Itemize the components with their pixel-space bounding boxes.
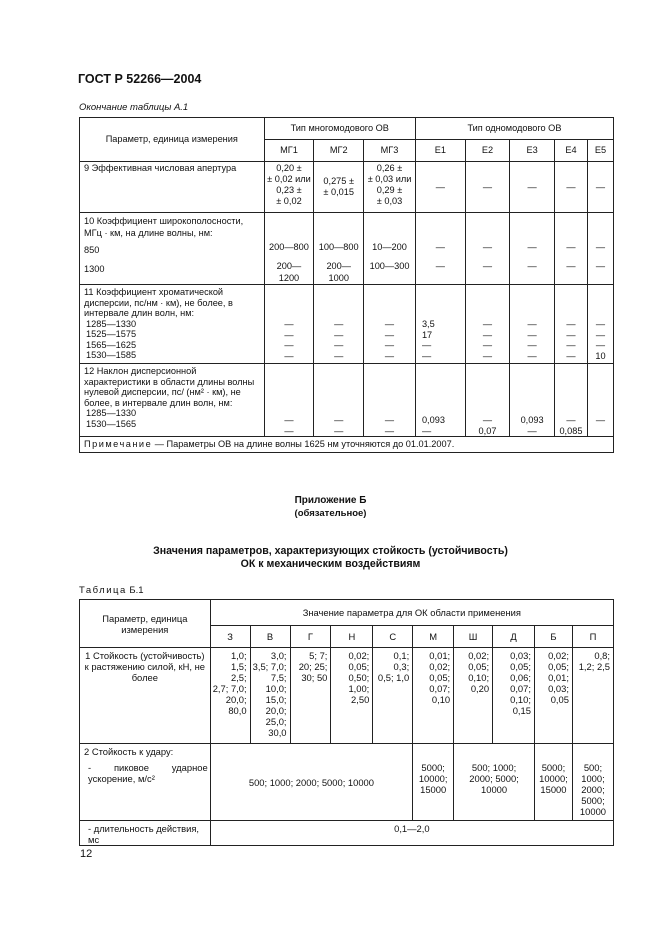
- a1-row12-e1: 0,093 —: [415, 364, 465, 437]
- b1-col-header: Б: [534, 626, 572, 648]
- b1-row1-value: 0,8; 1,2; 2,5: [572, 648, 613, 744]
- b1-row2-dur-value: 0,1—2,0: [210, 821, 613, 846]
- a1-row10-e1: [415, 213, 465, 285]
- a1-row9-e5: —: [588, 162, 614, 213]
- b1-values-header: Значение параметра для ОК области применения: [210, 600, 613, 626]
- table-a1: [79, 117, 614, 453]
- a1-row10-wl: 850: [84, 245, 100, 255]
- value: 10—200: [372, 242, 407, 252]
- a1-row11-e1: 3,5 17 — —: [415, 285, 465, 364]
- b1-row1-value: 0,02; 0,05; 0,50; 1,00; 2,50: [331, 648, 373, 744]
- a1-row11-mg3: — — — —: [364, 285, 416, 364]
- a1-row9-e3: —: [510, 162, 555, 213]
- a1-col-header: МГ2: [314, 140, 364, 162]
- b1-row2-peak-p: 500; 1000; 2000; 5000; 10000: [572, 744, 613, 821]
- a1-singlemode-header: Тип одномодового ОВ: [415, 118, 613, 140]
- a1-row11-e4: — — — —: [554, 285, 587, 364]
- b1-row2-peak-b: 5000; 10000; 15000: [534, 744, 572, 821]
- table-b1-caption: [79, 585, 144, 596]
- value: 100—800: [318, 242, 359, 252]
- value: —: [527, 242, 537, 252]
- a1-col-header: Е5: [588, 140, 614, 162]
- b1-row1-value: 0,1; 0,3; 0,5; 1,0: [373, 648, 413, 744]
- b1-row1-value: 3,0; 3,5; 7,0; 7,5; 10,0; 15,0; 20,0; 25,0; 30,0: [250, 648, 290, 744]
- a1-row10-label: 10 Коэффициент широкополосности, МГц · км, на длине волны, нм:: [84, 216, 244, 238]
- a1-row9-mg2: 0,275 ± ± 0,015: [314, 162, 364, 213]
- a1-row9-e1: —: [415, 162, 465, 213]
- b1-row2-cell: [80, 744, 211, 821]
- a1-row10-wl: 1300: [84, 264, 105, 274]
- a1-row12-e4: — 0,085: [554, 364, 587, 437]
- value: —: [435, 261, 445, 271]
- a1-col-header: Е4: [554, 140, 587, 162]
- a1-multimode-header: Тип многомодового ОВ: [264, 118, 415, 140]
- a1-row10-cell: [80, 213, 265, 285]
- b1-row1-value: 0,02; 0,05; 0,10; 0,20: [454, 648, 493, 744]
- a1-row12-e5: —: [588, 364, 614, 437]
- value: —: [566, 261, 576, 271]
- a1-row12-mg3: — —: [364, 364, 416, 437]
- note-prefix: Примечание: [84, 439, 153, 449]
- b1-row1-value: 1,0; 1,5; 2,5; 2,7; 7,0; 20,0; 80,0: [210, 648, 250, 744]
- b1-row2-peak-shd: 500; 1000; 2000; 5000; 10000: [454, 744, 535, 821]
- b1-row1-value: 0,03; 0,05; 0,06; 0,07; 0,10; 0,15: [493, 648, 535, 744]
- note-text: — Параметры ОВ на длине волны 1625 нм уточняются до 01.01.2007.: [152, 439, 455, 449]
- value: —: [435, 242, 445, 252]
- b1-col-header: П: [572, 626, 613, 648]
- value: —: [595, 242, 606, 252]
- b1-row2-peak-zvgns: 500; 1000; 2000; 5000; 10000: [210, 744, 413, 821]
- a1-row10-mg1: [264, 213, 314, 285]
- b1-row1-value: 5; 7; 20; 25; 30; 50: [290, 648, 331, 744]
- b1-row2-peak-m: 5000; 10000; 15000: [413, 744, 454, 821]
- b1-col-header: Д: [493, 626, 535, 648]
- a1-row10-e3: [510, 213, 555, 285]
- a1-note: [80, 437, 614, 453]
- b1-col-header: Н: [331, 626, 373, 648]
- a1-row10-mg2: [314, 213, 364, 285]
- value: —: [482, 261, 493, 271]
- a1-row11-ranges: 1285—1330 1525—1575 1565—1625 1530—1585: [86, 318, 137, 361]
- a1-row11-mg1: — — — —: [264, 285, 314, 364]
- table-b1: [79, 599, 614, 846]
- a1-row9-e2: —: [465, 162, 510, 213]
- a1-row9-mg3: 0,26 ± ± 0,03 или 0,29 ± ± 0,03: [364, 162, 416, 213]
- a1-row12-e3: 0,093 —: [510, 364, 555, 437]
- a1-row10-e2: [465, 213, 510, 285]
- b1-param-header: Параметр, единица измерения: [80, 600, 211, 648]
- b1-row2-dur-label: - длительность действия, мс: [80, 821, 211, 846]
- a1-row12-mg1: — —: [264, 364, 314, 437]
- a1-row9-label: 9 Эффективная числовая апертура: [80, 162, 265, 213]
- b1-col-header: М: [413, 626, 454, 648]
- appendix-heading-line1: Значения параметров, характеризующих стойкость (устойчивость): [153, 545, 508, 557]
- a1-row11-e3: — — — —: [510, 285, 555, 364]
- value: 200—1000: [326, 261, 351, 283]
- a1-row10-mg3: [364, 213, 416, 285]
- b1-col-header: З: [210, 626, 250, 648]
- b1-col-header: Г: [290, 626, 331, 648]
- a1-col-header: Е2: [465, 140, 510, 162]
- a1-param-header: Параметр, единица измерения: [80, 118, 265, 162]
- a1-col-header: МГ3: [364, 140, 416, 162]
- page-number: 12: [80, 848, 93, 860]
- a1-row12-e2: — 0,07: [465, 364, 510, 437]
- b1-row1-value: 0,01; 0,02; 0,05; 0,07; 0,10: [413, 648, 454, 744]
- b1-col-header: В: [250, 626, 290, 648]
- a1-row12-mg2: — —: [314, 364, 364, 437]
- appendix-status: (обязательное): [294, 508, 367, 519]
- value: —: [595, 261, 606, 271]
- caption-prefix: Таблица: [79, 585, 127, 596]
- document-header: ГОСТ Р 52266—2004: [78, 72, 202, 86]
- b1-row1-value: 0,02; 0,05; 0,01; 0,03; 0,05: [534, 648, 572, 744]
- a1-row12-label: 12 Наклон дисперсионной характеристики в области длины волны нулевой дисперсии, пс/ (нм² · км), не более, в интервале длин волн, нм:: [84, 366, 255, 408]
- a1-col-header: МГ1: [264, 140, 314, 162]
- a1-row10-e4: [554, 213, 587, 285]
- a1-row11-e5: — — — 10: [588, 285, 614, 364]
- a1-row11-label: 11 Коэффициент хроматической дисперсии, пс/нм · км), не более, в интервале длин волн, нм:: [84, 287, 233, 319]
- value: —: [566, 242, 576, 252]
- table-a1-caption: Окончание таблицы А.1: [79, 102, 189, 113]
- a1-row9-mg1: 0,20 ± ± 0,02 или 0,23 ± ± 0,02: [264, 162, 314, 213]
- caption-num: Б.1: [126, 585, 144, 596]
- b1-col-header: С: [373, 626, 413, 648]
- b1-row1-label: 1 Стойкость (устойчивость) к растяжению силой, кН, не более: [80, 648, 211, 744]
- value: 200—1200: [276, 261, 302, 283]
- appendix-title: Приложение Б: [294, 495, 367, 506]
- a1-row11-e2: — — — —: [465, 285, 510, 364]
- a1-row9-e4: —: [554, 162, 587, 213]
- a1-row11-mg2: — — — —: [314, 285, 364, 364]
- a1-row12-ranges: 1285—1330 1530—1565: [86, 408, 137, 429]
- b1-row2-peak-label: - пиковое ударное ускорение, м/с²: [88, 762, 208, 784]
- value: —: [482, 242, 493, 252]
- value: 200—800: [269, 242, 309, 252]
- a1-row12-cell: [80, 364, 265, 437]
- b1-col-header: Ш: [454, 626, 493, 648]
- appendix-heading-line2: ОК к механическим воздействиям: [240, 558, 421, 570]
- a1-row11-cell: [80, 285, 265, 364]
- a1-col-header: Е3: [510, 140, 555, 162]
- b1-row2-label: 2 Стойкость к удару:: [84, 746, 174, 757]
- value: —: [527, 261, 537, 271]
- a1-row10-e5: [588, 213, 614, 285]
- value: 100—300: [369, 261, 410, 271]
- a1-col-header: Е1: [415, 140, 465, 162]
